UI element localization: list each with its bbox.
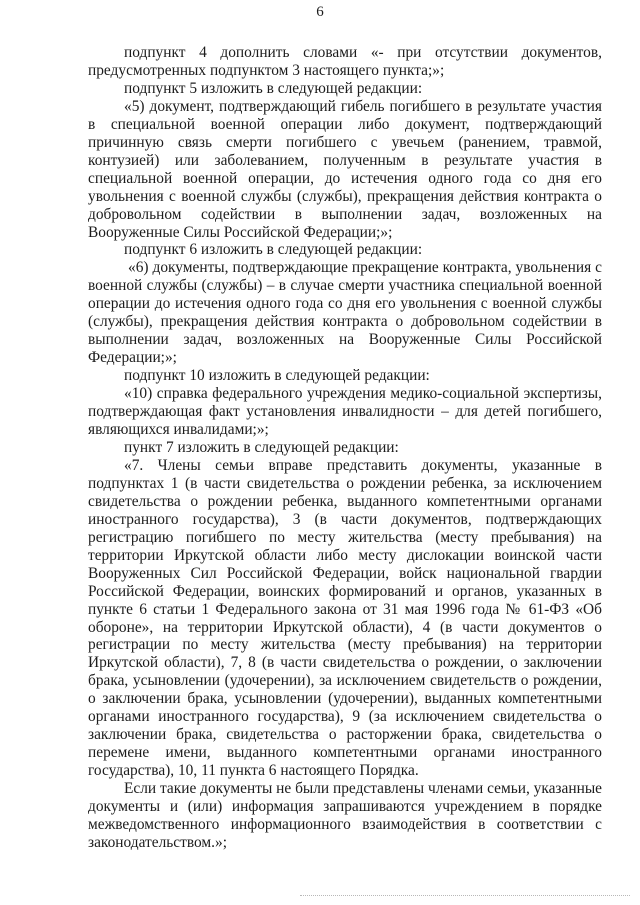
paragraph-subitem-6-text: «6) документы, подтверждающие прекращение контракта, увольнения с военной службы (службы) – в случае смерти участника специальной военной операции до истечения одного года со дня его увольнения с военной службы (службы), прекращения действия контракта о добровольном содействии в выполнении задач, возложенных на Вооруженные Силы Российской Федерации;»; [88,259,602,367]
paragraph-subitem-10-heading: подпункт 10 изложить в следующей редакции: [124,367,430,385]
bottom-rule [300,895,630,896]
paragraph-item-7-text: «7. Члены семьи вправе представить документы, указанные в подпунктах 1 (в части свидетельства о рождении ребенка, за исключением свидетельства о рождении ребенка, выданного компетентными органами иностранного государства), 3 (в части документов, подтверждающих регистрацию погибшего по месту жительства (месту пребывания) на территории Иркутской области либо месту дислокации воинской части Вооруженных Сил Российской Федерации, войск национальной гвардии Российской Федерации, воинских формирований и органов, указанных в пункте 6 статьи 1 Федерального закона от 31 мая 1996 года № 61-ФЗ «Об обороне», на территории Иркутской области), 4 (в части документов о регистрации по месту жительства (месту пребывания) на территории Иркутской области), 7, 8 (в части свидетельства о рождении, о заключении брака, усыновлении (удочерении), за исключением свидетельств о рождении, о заключении брака, усыновлении (удочерении), выданных компетентными органами иностранного государства), 9 (за исключением свидетельства о заключении брака, свидетельства о расторжении брака, свидетельства о перемене имени, выданного компетентными органами иностранного государства), 10, 11 пункта 6 настоящего Порядка. [88,456,602,780]
paragraph-item-7-continuation: Если такие документы не были представлены членами семьи, указанные документы и (или) информация запрашиваются учреждением в порядке межведомственного информационного взаимодействия в соответствии с законодательством.»; [88,780,602,851]
paragraph-subitem-10-text: «10) справка федерального учреждения медико-социальной экспертизы, подтверждающая факт установления инвалидности – для детей погибшего, являющихся инвалидами;»; [88,385,602,439]
paragraph-subitem-5-text: «5) документ, подтверждающий гибель погибшего в результате участия в специальной военной операции либо документ, подтверждающий причинную связь смерти погибшего с увечьем (ранением, травмой, контузией) или заболеванием, полученным в результате участия в специальной военной операции, до истечения одного года со дня его увольнения с военной службы (службы), прекращения действия контракта о добровольном содействии в выполнении задач, возложенных на Вооруженные Силы Российской Федерации;»; [88,97,602,241]
paragraph-subitem-6-heading: подпункт 6 изложить в следующей редакции: [124,241,423,259]
document-body [88,44,602,852]
paragraph-subitem-5-heading: подпункт 5 изложить в следующей редакции: [124,79,423,97]
page-number: 6 [316,4,324,20]
paragraph-item-7-heading: пункт 7 изложить в следующей редакции: [124,438,399,456]
paragraph-subitem-4-addition: подпункт 4 дополнить словами «- при отсутствии документов, предусмотренных подпунктом 3 настоящего пункта;»; [88,44,602,79]
